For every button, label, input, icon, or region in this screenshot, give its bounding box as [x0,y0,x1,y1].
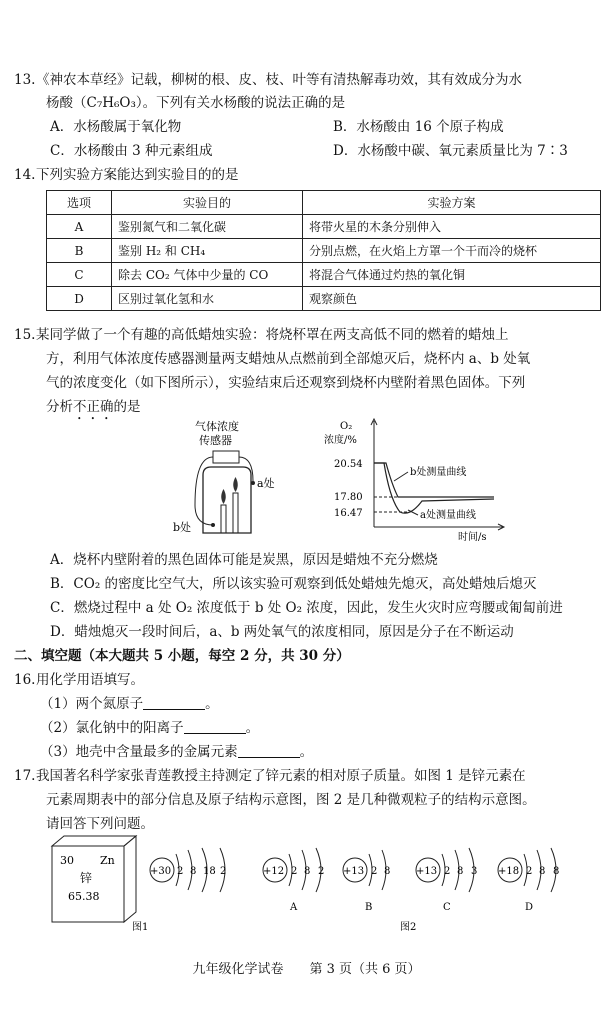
particle-a-shell-2: 8 [304,866,311,877]
q16-item2-end: 。 [245,720,260,736]
particle-a-diagram [263,848,324,913]
zinc-atom-diagram [150,848,226,892]
table-cell: 除去 CO₂ 气体中少量的 CO [112,263,303,287]
sensor-label-line2: 传感器 [199,434,232,447]
q17-text-line3: 请回答下列问题。 [46,816,154,832]
q13-text-line1: 《神农本草经》记载，柳树的根、皮、枝、叶等有清热解毒功效，其有效成分为水 [36,72,522,88]
answer-blank[interactable] [184,719,246,734]
table-cell: D [47,287,112,311]
q16-item2 [40,718,259,738]
graph-ylabel-unit: 浓度/% [324,435,357,446]
particle-c-label: C [443,902,451,913]
experiment-table [46,190,601,311]
table-header-purpose: 实验目的 [112,191,303,215]
table-row [47,287,601,311]
particle-b-diagram [343,850,390,913]
page-footer: 九年级化学试卷 第 3 页（共 6 页） [192,962,421,977]
section2-note: （本大题共 5 小题，每空 2 分，共 30 分） [81,648,350,664]
particle-a-shell-3: 2 [318,866,325,877]
particle-c-shell-3: 3 [471,866,478,877]
q14-line [0,165,239,185]
particle-d-shell-1: 2 [526,866,533,877]
q17-line1 [0,766,526,786]
q16-item1-text: （1）两个氮原子 [40,696,144,712]
element-number: 30 [60,854,74,867]
curve-b-pointer [394,472,408,481]
q17-text-line2: 元素周期表中的部分信息及原子结构示意图，图 2 是几种微观粒子的结构示意图。 [46,792,536,808]
element-mass: 65.38 [68,890,100,903]
label-point-a: a处 [257,477,275,490]
figure-2-caption: 图2 [400,922,417,933]
q16-line [0,670,144,690]
q16-item1 [40,694,219,714]
sensor-label-line1: 气体浓度 [195,420,239,433]
particle-d-label: D [525,902,534,913]
low-candle-flame-icon [221,489,226,504]
q15-line1 [0,325,509,345]
q15-option-a: A．烧杯内壁附着的黑色固体可能是炭黑，原因是蜡烛不充分燃烧 [50,552,438,568]
table-cell: A [47,215,112,239]
q15-option-d: D．蜡烛熄灭一段时间后，a、b 两处氧气的浓度相同，原因是分子在不断运动 [50,624,514,640]
particle-a-shell-1: 2 [291,866,298,877]
high-candle [233,493,238,533]
table-cell: C [47,263,112,287]
element-symbol: Zn [100,854,115,867]
curve-b-label: b处测量曲线 [410,467,467,478]
q15-emphasis-not-correct: 不正确 [73,399,114,415]
table-cell: 将带火星的木条分别伸入 [303,215,601,239]
oxygen-concentration-graph [318,415,508,545]
q14-number: 14. [14,167,36,183]
particle-b-shell-1: 2 [371,866,378,877]
q13-option-b: B．水杨酸由 16 个原子构成 [333,119,504,135]
particle-d-diagram [498,848,559,913]
graph-tick-20-54: 20.54 [334,459,363,470]
table-cell: 将混合气体通过灼热的氧化铜 [303,263,601,287]
q13-number: 13. [14,72,36,88]
answer-blank[interactable] [238,743,300,758]
point-a-marker [251,481,255,485]
table-header-option: 选项 [47,191,112,215]
q17-number: 17. [14,768,36,784]
graph-xlabel: 时间/s [458,532,487,543]
table-row [47,239,601,263]
particle-a-nucleus: +12 [263,866,285,877]
beaker [203,467,251,533]
element-name: 锌 [80,871,93,885]
graph-tick-16-47: 16.47 [334,508,363,519]
zinc-shell-1: 2 [177,866,184,877]
q16-text: 用化学用语填写。 [36,672,144,688]
zinc-nucleus: +30 [150,866,172,877]
q16-item2-text: （2）氯化钠中的阳离子 [40,720,184,736]
particle-c-shell-2: 8 [457,866,464,877]
q14-text: 下列实验方案能达到实验目的的是 [36,167,239,183]
table-cell: 分别点燃，在火焰上方罩一个干而冷的烧杯 [303,239,601,263]
q15-text-part: 的是 [113,399,141,415]
q15-text-line1: 某同学做了一个有趣的高低蜡烛实验：将烧杯罩在两支高低不同的燃着的蜡烛上 [36,327,509,343]
q16-number: 16. [14,672,36,688]
particle-d-nucleus: +18 [498,866,520,877]
q16-item1-end: 。 [205,696,219,712]
q13-line1 [0,70,522,90]
table-header-plan: 实验方案 [303,191,601,215]
q13-option-a: A．水杨酸属于氧化物 [50,119,182,135]
q13-option-d: D．水杨酸中碳、氧元素质量比为 7∶3 [333,143,568,159]
table-cell: 鉴别氮气和二氧化碳 [112,215,303,239]
particle-b-label: B [365,902,373,913]
point-b-marker [211,523,215,527]
q13-option-c: C．水杨酸由 3 种元素组成 [50,143,213,159]
high-candle-flame-icon [233,477,238,492]
zinc-shell-2: 8 [190,866,197,877]
particle-c-shell-1: 2 [444,866,451,877]
particle-b-shell-2: 8 [384,866,391,877]
element-cell-zinc [52,836,136,922]
atomic-structure-figures [40,832,610,937]
q15-text-line4 [46,397,141,423]
q15-number: 15. [14,327,36,343]
table-row [47,215,601,239]
particle-c-diagram [416,848,477,913]
q17-text-line1: 我国著名科学家张青莲教授主持测定了锌元素的相对原子质量。如图 1 是锌元素在 [36,768,526,784]
label-point-b: b处 [173,521,192,534]
q16-item3 [40,742,313,762]
table-header-row [47,191,601,215]
answer-blank[interactable] [143,695,205,710]
candle-apparatus-figure [165,415,285,545]
graph-ylabel-o2: O₂ [340,421,353,432]
particle-d-shell-2: 8 [539,866,546,877]
table-cell: 观察颜色 [303,287,601,311]
section2-title: 二、填空题 [14,648,82,664]
q15-text-line3: 气的浓度变化（如下图所示），实验结束后还观察到烧杯内壁附着黑色固体。下列 [46,375,526,391]
particle-b-nucleus: +13 [343,866,365,877]
q15-text-line2: 方，利用气体浓度传感器测量两支蜡烛从点燃前到全部熄灭后，烧杯内 a、b 处氧 [46,351,531,367]
particle-d-shell-3: 8 [553,866,560,877]
zinc-shell-3: 18 [203,866,216,877]
table-cell: 鉴别 H₂ 和 CH₄ [112,239,303,263]
section2-heading [14,646,350,666]
particle-a-label: A [290,902,298,913]
graph-tick-17-80: 17.80 [334,492,363,503]
q15-option-b: B．CO₂ 的密度比空气大，所以该实验可观察到低处蜡烛先熄灭，高处蜡烛后熄灭 [50,576,537,592]
q16-item3-end: 。 [299,744,314,760]
table-cell: B [47,239,112,263]
table-row [47,263,601,287]
curve-a-label: a处测量曲线 [420,510,476,521]
q16-item3-text: （3）地壳中含量最多的金属元素 [40,744,238,760]
q15-text-part: 分析 [46,399,73,415]
table-cell: 区别过氧化氢和水 [112,287,303,311]
low-candle [221,505,226,533]
figure-1-caption: 图1 [132,922,149,933]
q13-text-line2: 杨酸（C₇H₆O₃）。下列有关水杨酸的说法正确的是 [46,95,346,111]
sensor-box [213,451,239,463]
particle-c-nucleus: +13 [416,866,438,877]
q15-option-c: C．燃烧过程中 a 处 O₂ 浓度低于 b 处 O₂ 浓度，因此，发生火灾时应弯腰或匍匐前进 [50,600,563,616]
zinc-shell-4: 2 [220,866,227,877]
